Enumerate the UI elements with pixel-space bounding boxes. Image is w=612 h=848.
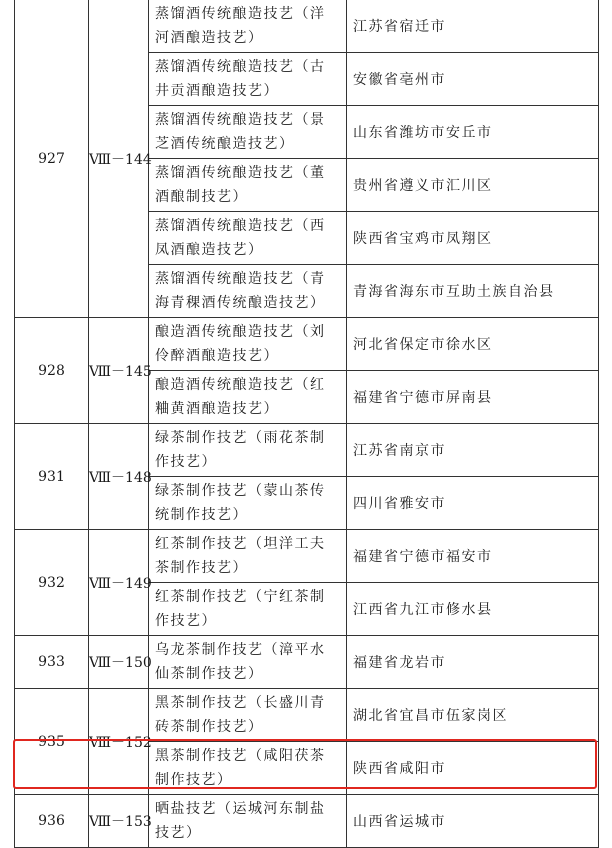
table-row (15, 795, 599, 848)
region-name: 贵州省遵义市汇川区 (347, 159, 599, 212)
item-number: 931 (15, 424, 89, 530)
project-name: 晒盐技艺（运城河东制盐技艺） (149, 795, 347, 848)
region-name: 福建省龙岩市 (347, 636, 599, 689)
region-name: 四川省雅安市 (347, 477, 599, 530)
region-name: 湖北省宜昌市伍家岗区 (347, 689, 599, 742)
table-row (15, 0, 599, 53)
project-name: 绿茶制作技艺（蒙山茶传统制作技艺） (149, 477, 347, 530)
item-number: 927 (15, 0, 89, 318)
region-name: 江苏省南京市 (347, 424, 599, 477)
project-name: 酿造酒传统酿造技艺（刘伶醉酒酿造技艺） (149, 318, 347, 371)
item-code: Ⅷ－150 (89, 636, 149, 689)
item-code: Ⅷ－144 (89, 0, 149, 318)
region-name: 福建省宁德市屏南县 (347, 371, 599, 424)
project-name: 蒸馏酒传统酿造技艺（洋河酒酿造技艺） (149, 0, 347, 53)
heritage-list-table (14, 0, 599, 848)
item-code: Ⅷ－148 (89, 424, 149, 530)
project-name: 黑茶制作技艺（咸阳茯茶制作技艺） (149, 742, 347, 795)
project-name: 蒸馏酒传统酿造技艺（青海青稞酒传统酿造技艺） (149, 265, 347, 318)
region-name: 陕西省宝鸡市凤翔区 (347, 212, 599, 265)
project-name: 蒸馏酒传统酿造技艺（西凤酒酿造技艺） (149, 212, 347, 265)
item-code: Ⅷ－153 (89, 795, 149, 848)
item-code: Ⅷ－152 (89, 689, 149, 795)
table-row (15, 636, 599, 689)
item-number: 928 (15, 318, 89, 424)
table-row (15, 424, 599, 477)
region-name: 福建省宁德市福安市 (347, 530, 599, 583)
region-name: 青海省海东市互助土族自治县 (347, 265, 599, 318)
item-number: 936 (15, 795, 89, 848)
project-name: 绿茶制作技艺（雨花茶制作技艺） (149, 424, 347, 477)
project-name: 酿造酒传统酿造技艺（红粬黄酒酿造技艺） (149, 371, 347, 424)
item-code: Ⅷ－149 (89, 530, 149, 636)
region-name: 江苏省宿迁市 (347, 0, 599, 53)
item-number: 932 (15, 530, 89, 636)
project-name: 乌龙茶制作技艺（漳平水仙茶制作技艺） (149, 636, 347, 689)
item-code: Ⅷ－145 (89, 318, 149, 424)
project-name: 红茶制作技艺（坦洋工夫茶制作技艺） (149, 530, 347, 583)
project-name: 黑茶制作技艺（长盛川青砖茶制作技艺） (149, 689, 347, 742)
region-name: 江西省九江市修水县 (347, 583, 599, 636)
region-name: 陕西省咸阳市 (347, 742, 599, 795)
table-row (15, 318, 599, 371)
table-row (15, 530, 599, 583)
region-name: 河北省保定市徐水区 (347, 318, 599, 371)
project-name: 红茶制作技艺（宁红茶制作技艺） (149, 583, 347, 636)
item-number: 933 (15, 636, 89, 689)
table-row (15, 689, 599, 742)
project-name: 蒸馏酒传统酿造技艺（董酒酿制技艺） (149, 159, 347, 212)
project-name: 蒸馏酒传统酿造技艺（古井贡酒酿造技艺） (149, 53, 347, 106)
region-name: 安徽省亳州市 (347, 53, 599, 106)
region-name: 山西省运城市 (347, 795, 599, 848)
region-name: 山东省潍坊市安丘市 (347, 106, 599, 159)
item-number: 935 (15, 689, 89, 795)
project-name: 蒸馏酒传统酿造技艺（景芝酒传统酿造技艺） (149, 106, 347, 159)
